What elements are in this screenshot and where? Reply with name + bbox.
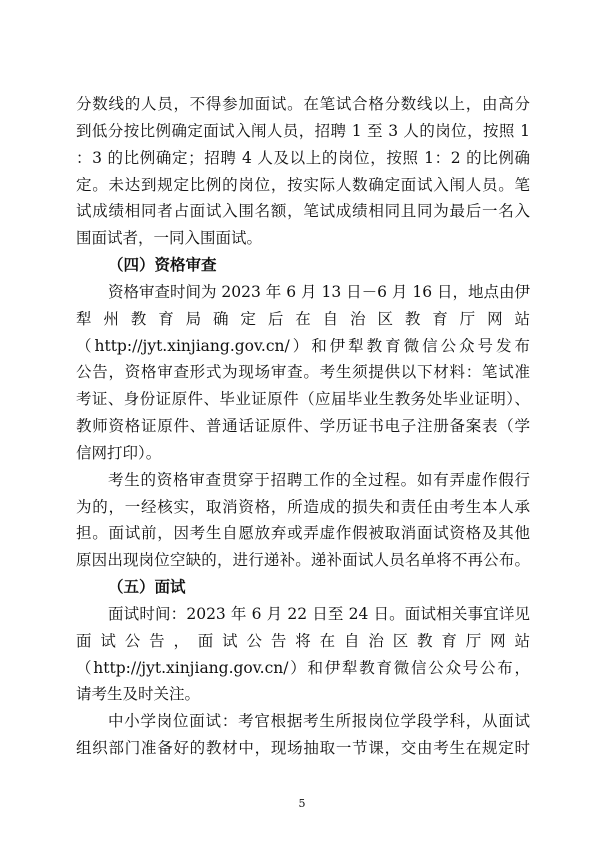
body-text-line: 资格审查时间为 2023 年 6 月 13 日－6 月 16 日，地点由伊 — [108, 283, 530, 301]
body-text-line: 考证、身份证原件、毕业证原件（应届毕业生教务处毕业证明）、 — [76, 390, 530, 408]
page-number: 5 — [298, 797, 306, 810]
body-text-line: （http://jyt.xinjiang.gov.cn/）和伊犁教育微信公众号发布 — [76, 337, 530, 355]
body-text-line: 请考生及时关注。 — [76, 685, 201, 703]
body-text-line: 定。未达到规定比例的岗位，按实际人数确定面试入闱人员。笔 — [76, 176, 530, 194]
body-text-line: ：3 的比例确定；招聘 4 人及以上的岗位，按照 1：2 的比例确 — [76, 149, 530, 167]
body-text-line: 教师资格证原件、普通话证原件、学历证书电子注册备案表（学 — [76, 417, 530, 435]
section-heading: （四）资格审查 — [108, 256, 217, 274]
body-text-line: 原因出现岗位空缺的，进行递补。递补面试人员名单将不再公布。 — [76, 551, 530, 569]
body-text-line: 公告，资格审查形式为现场审查。考生须提供以下材料：笔试准 — [76, 363, 530, 381]
body-text-line: 面试时间：2023 年 6 月 22 日至 24 日。面试相关事宜详见 — [108, 605, 530, 623]
body-text-line: 中小学岗位面试：考官根据考生所报岗位学段学科，从面试 — [108, 712, 530, 730]
body-text-line: 到低分按比例确定面试入闱人员，招聘 1 至 3 人的岗位，按照 1 — [76, 122, 530, 140]
body-text-line: 信网打印）。 — [76, 444, 162, 462]
body-text-line: 为的，一经核实，取消资格，所造成的损失和责任由考生本人承 — [76, 498, 530, 516]
body-text-line: 考生的资格审查贯穿于招聘工作的全过程。如有弄虚作假行 — [108, 471, 530, 489]
body-text-line: （http://jyt.xinjiang.gov.cn/）和伊犁教育微信公众号公布， — [76, 659, 530, 677]
body-text-line: 担。面试前，因考生自愿放弃或弄虚作假被取消面试资格及其他 — [76, 524, 530, 542]
body-text-line: 面 试 公 告 ， 面 试 公 告 将 在 自 治 区 教 育 厅 网 站 — [76, 632, 530, 650]
body-text-line: 犁 州 教 育 局 确 定 后 在 自 治 区 教 育 厅 网 站 — [76, 310, 530, 328]
body-text-line: 围面试者，一同入围面试。 — [76, 229, 263, 247]
section-heading: （五）面试 — [108, 578, 186, 596]
body-text-line: 组织部门准备好的教材中，现场抽取一节课，交由考生在规定时 — [76, 739, 530, 757]
body-text-line: 分数线的人员，不得参加面试。在笔试合格分数线以上，由高分 — [76, 95, 530, 113]
body-text-line: 试成绩相同者占面试入围名额，笔试成绩相同且同为最后一名入 — [76, 202, 530, 220]
